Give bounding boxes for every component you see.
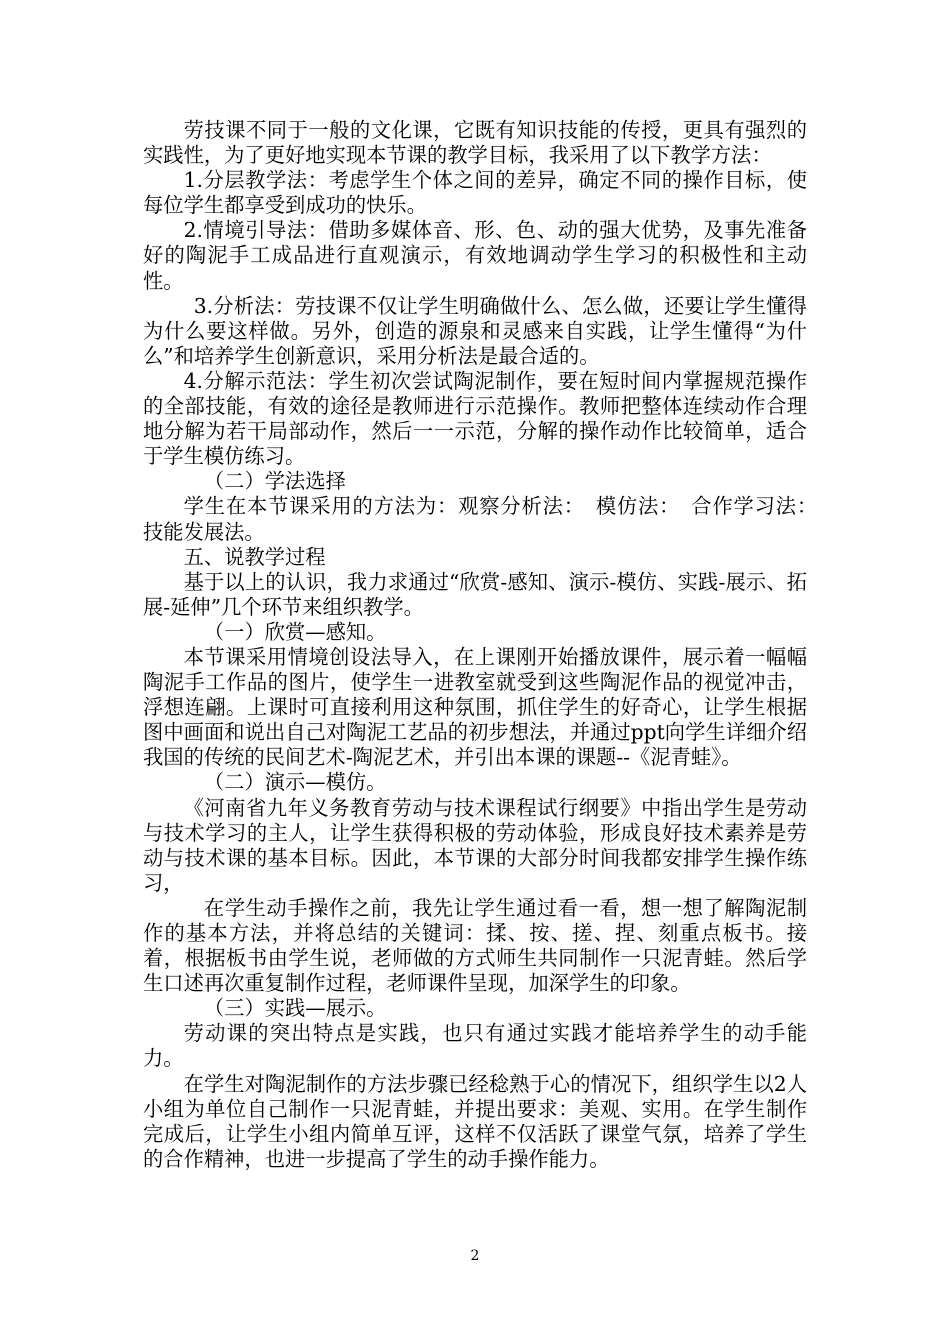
paragraph-before-practice: 在学生动手操作之前，我先让学生通过看一看，想一想了解陶泥制作的基本方法，并将总结的关键词：揉、按、搓、捏、刻重点板书。接着，根据板书由学生说，老师做的方式师生共同制作一只泥青蛙。然后学生口述再次重复制作过程，老师课件呈现，加深学生的印象。 xyxy=(143,895,807,996)
heading-learning-methods: （二）学法选择 xyxy=(203,469,346,494)
heading-teaching-process: 五、说教学过程 xyxy=(183,544,326,569)
paragraph-curriculum-outline: 《河南省九年义务教育劳动与技术课程试行纲要》中指出学生是劳动与技术学习的主人，让学生获得积极的劳动体验，形成良好技术素养是劳动与技术课的基本目标。因此，本节课的大部分时间我都安排学生操作练习， xyxy=(143,795,807,895)
paragraph-method-3: 3.分析法：劳技课不仅让学生明确做什么、怎么做，还要让学生懂得为什么要这样做。另外，创造的源泉和灵感来自实践，让学生懂得“为什么”和培养学生创新意识，采用分析法是最合适的。 xyxy=(143,293,807,368)
paragraph-process-overview: 基于以上的认识，我力求通过“欣赏-感知、演示-模仿、实践-展示、拓展-延伸”几个环节来组织教学。 xyxy=(143,569,807,619)
paragraph-method-2: 2.情境引导法：借助多媒体音、形、色、动的强大优势，及事先准备好的陶泥手工成品进行直观演示，有效地调动学生学习的积极性和主动性。 xyxy=(143,218,807,293)
page-number: 2 xyxy=(470,1248,480,1264)
paragraph-appreciate-perceive: 本节课采用情境创设法导入，在上课刚开始播放课件，展示着一幅幅陶泥手工作品的图片，使学生一进教室就受到这些陶泥作品的视觉冲击，浮想连翩。上课时可直接利用这种氛围，抓住学生的好奇心，让学生根据图中画面和说出自己对陶泥工艺品的初步想法，并通过ppt向学生详细介绍我国的传统的民间艺术-陶泥艺术，并引出本课的课题--《泥青蛙》。 xyxy=(143,644,807,770)
paragraph-intro: 劳技课不同于一般的文化课，它既有知识技能的传授，更具有强烈的实践性，为了更好地实现本节课的教学目标，我采用了以下教学方法： xyxy=(143,118,807,168)
heading-demonstrate-imitate: （二）演示—模仿。 xyxy=(203,770,387,795)
paragraph-learning-methods: 学生在本节课采用的方法为：观察分析法： 模仿法： 合作学习法： 技能发展法。 xyxy=(143,494,828,544)
paragraph-method-4: 4.分解示范法：学生初次尝试陶泥制作，要在短时间内掌握规范操作的全部技能，有效的途径是教师进行示范操作。教师把整体连续动作合理地分解为若干局部动作，然后一一示范，分解的操作动作比较简单，适合于学生模仿练习。 xyxy=(143,368,807,469)
paragraph-method-1: 1.分层教学法：考虑学生个体之间的差异，确定不同的操作目标，使每位学生都享受到成功的快乐。 xyxy=(143,168,807,218)
heading-practice-display: （三）实践—展示。 xyxy=(203,996,387,1021)
paragraph-practice-feature: 劳动课的突出特点是实践，也只有通过实践才能培养学生的动手能力。 xyxy=(143,1021,807,1071)
document-body xyxy=(143,118,828,1172)
paragraph-group-work: 在学生对陶泥制作的方法步骤已经稔熟于心的情况下，组织学生以2人小组为单位自己制作一只泥青蛙，并提出要求：美观、实用。在学生制作完成后，让学生小组内简单互评，这样不仅活跃了课堂气氛，培养了学生的合作精神，也进一步提高了学生的动手操作能力。 xyxy=(143,1071,807,1171)
heading-appreciate-perceive: （一）欣赏—感知。 xyxy=(203,619,387,644)
